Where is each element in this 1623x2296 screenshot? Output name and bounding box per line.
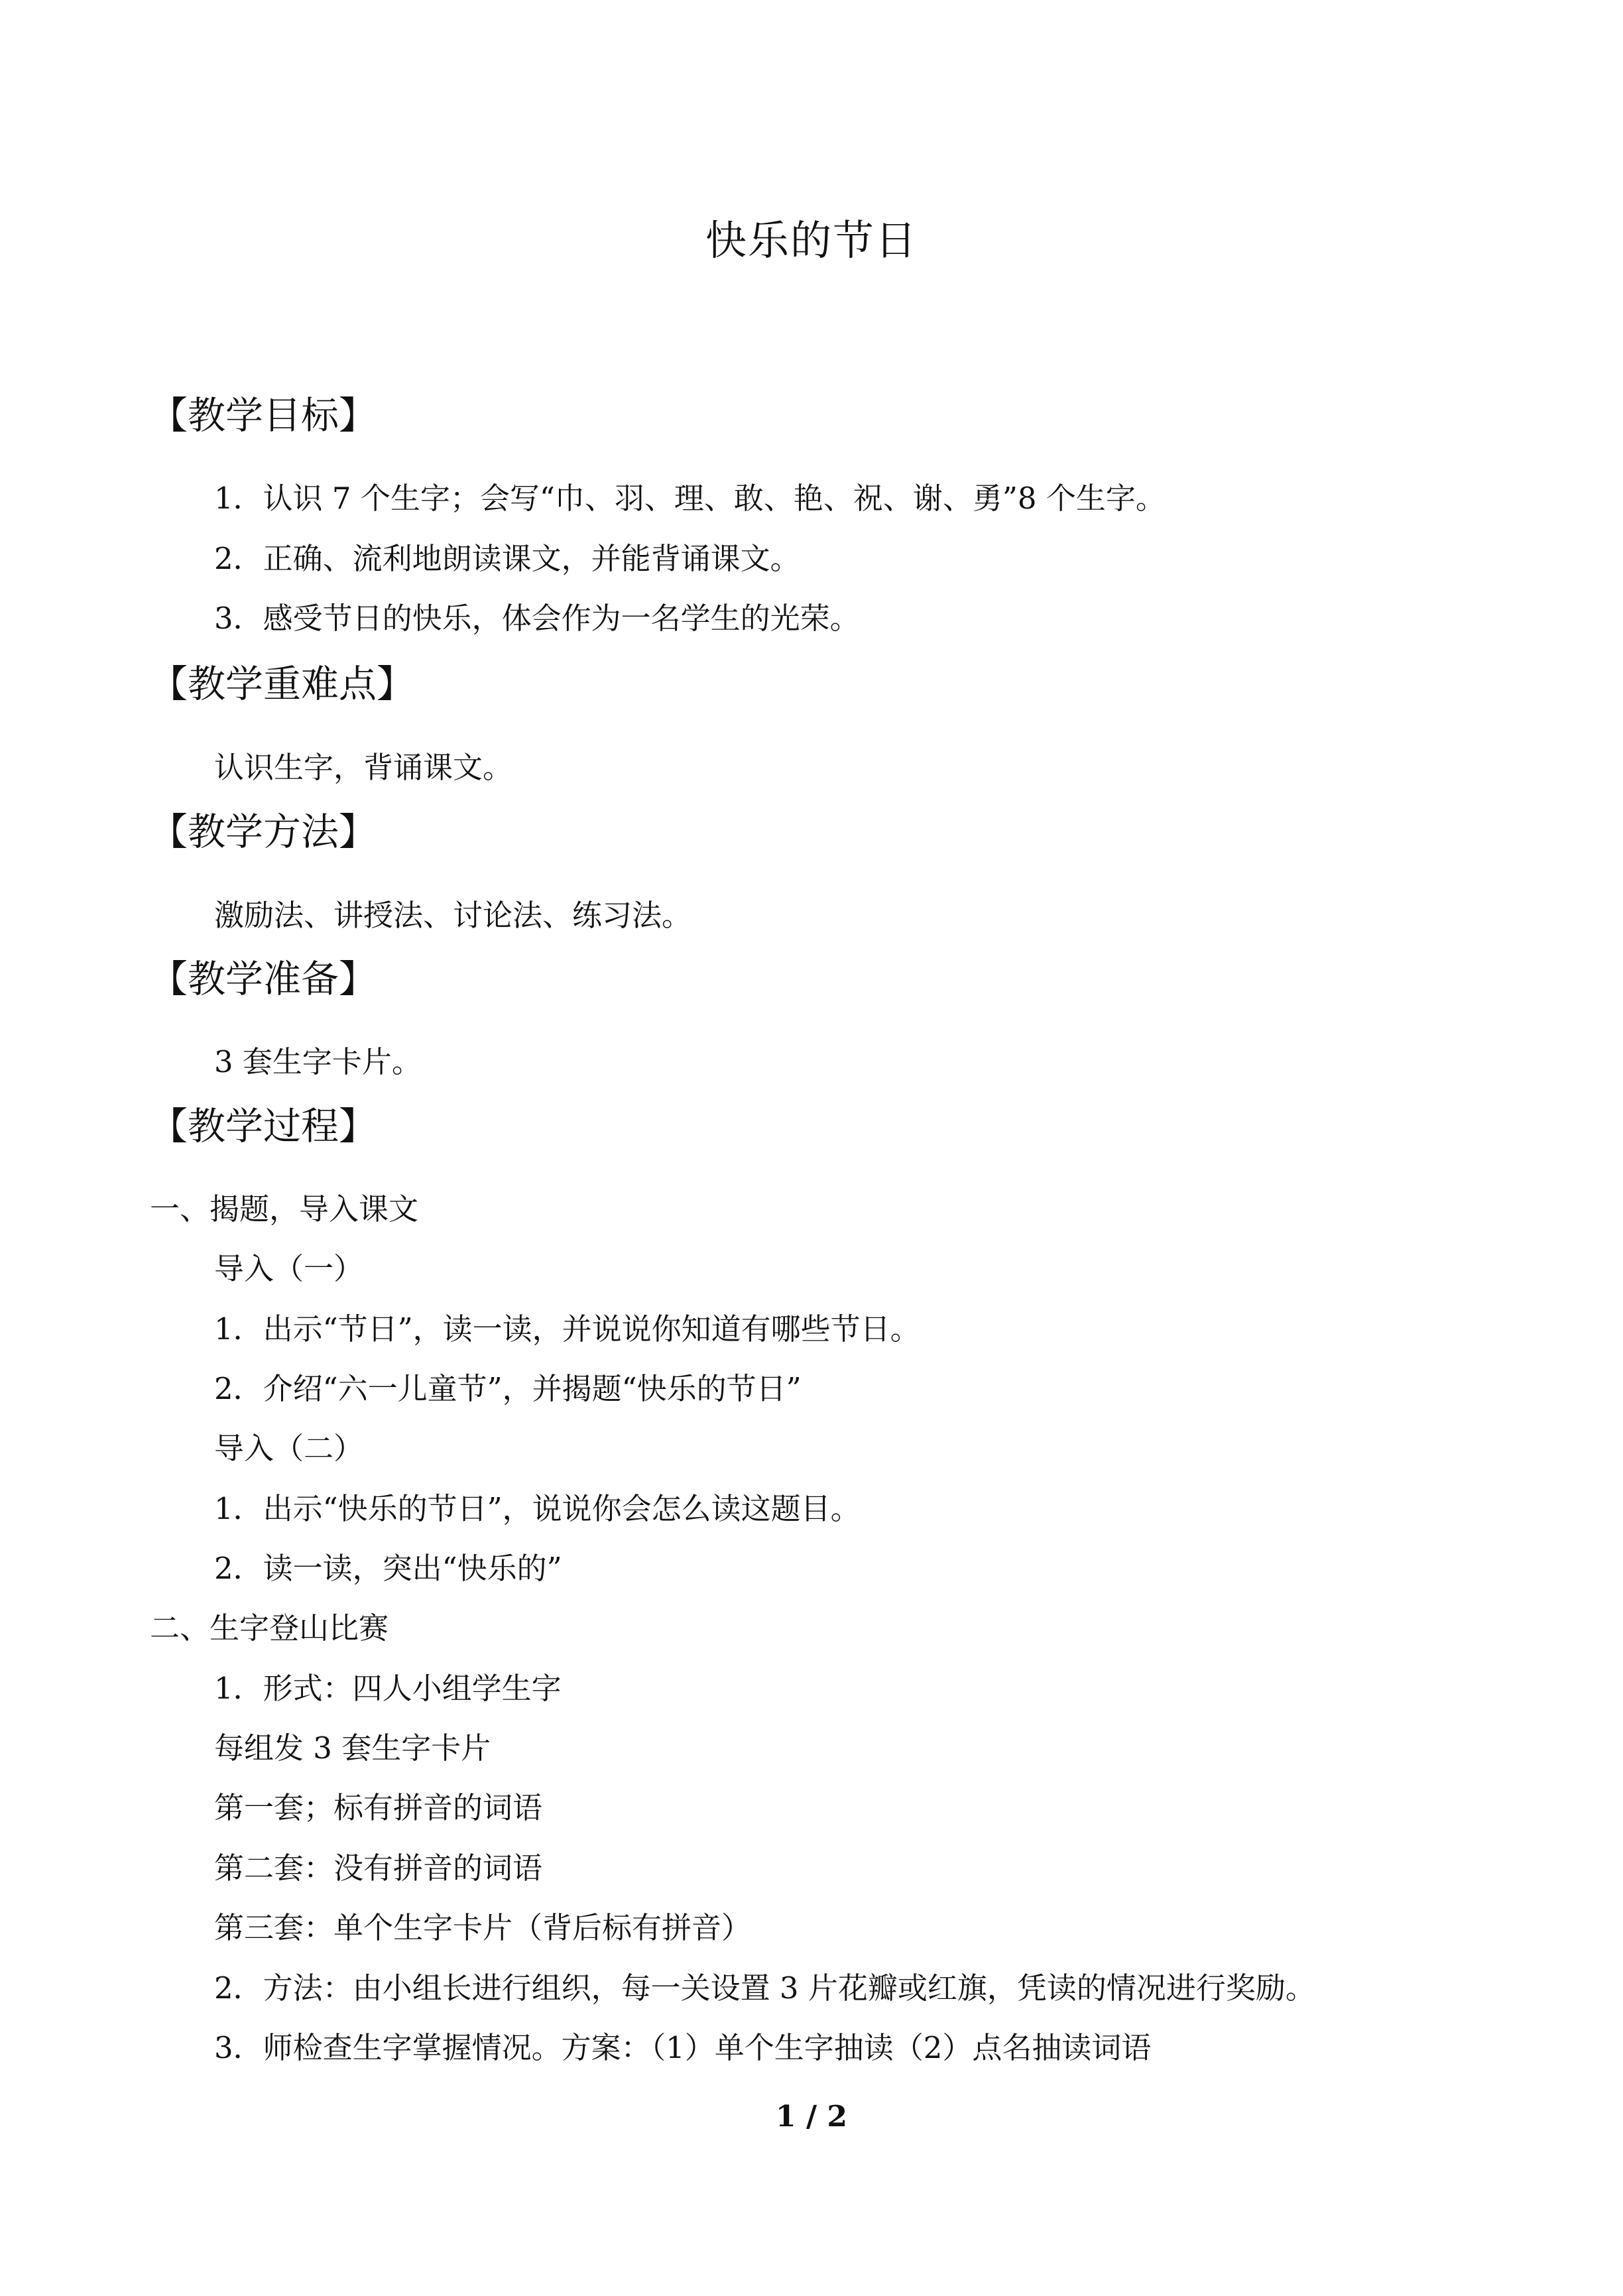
objective-item-2: 2．正确、流利地朗读课文，并能背诵课文。 [214,541,800,576]
intro-2-item-1: 1．出示“快乐的节日”，说说你会怎么读这题目。 [214,1491,861,1526]
process-section-1-title: 一、揭题，导入课文 [150,1191,419,1227]
section-2-item-5: 第三套：单个生字卡片（背后标有拼音） [214,1910,752,1945]
page-number: 1 / 2 [776,2100,847,2134]
intro-2-title: 导入（二） [214,1431,364,1466]
heading-methods: 【教学方法】 [150,810,377,854]
section-2-item-2: 每组发 3 套生字卡片 [214,1730,491,1766]
methods-text: 激励法、讲授法、讨论法、练习法。 [214,898,692,933]
objective-item-1: 1．认识 7 个生字；会写“巾、羽、理、敢、艳、祝、谢、勇”8 个生字。 [214,481,1166,516]
process-section-2-title: 二、生字登山比赛 [150,1610,389,1646]
heading-process: 【教学过程】 [150,1105,377,1148]
preparation-text: 3 套生字卡片。 [214,1044,422,1079]
intro-2-item-2: 2．读一读，突出“快乐的” [214,1551,562,1586]
intro-1-item-1: 1．出示“节日”，读一读，并说说你知道有哪些节日。 [214,1311,920,1347]
objective-item-3: 3．感受节日的快乐，体会作为一名学生的光荣。 [214,601,860,636]
heading-key-points: 【教学重难点】 [150,662,414,706]
section-2-item-7: 3．师检查生字掌握情况。方案：（1）单个生字抽读（2）点名抽读词语 [214,2030,1152,2065]
section-2-item-6: 2．方法：由小组长进行组织，每一关设置 3 片花瓣或红旗，凭读的情况进行奖励。 [214,1970,1315,2006]
section-2-item-1: 1．形式：四人小组学生字 [214,1671,562,1706]
intro-1-item-2: 2．介绍“六一儿童节”，并揭题“快乐的节日” [214,1371,802,1406]
section-2-item-3: 第一套；标有拼音的词语 [214,1790,543,1825]
intro-1-title: 导入（一） [214,1251,364,1286]
document-title: 快乐的节日 [705,216,918,265]
heading-objectives: 【教学目标】 [150,394,377,438]
key-points-text: 认识生字，背诵课文。 [214,750,513,785]
section-2-item-4: 第二套：没有拼音的词语 [214,1850,543,1886]
heading-preparation: 【教学准备】 [150,957,377,1001]
